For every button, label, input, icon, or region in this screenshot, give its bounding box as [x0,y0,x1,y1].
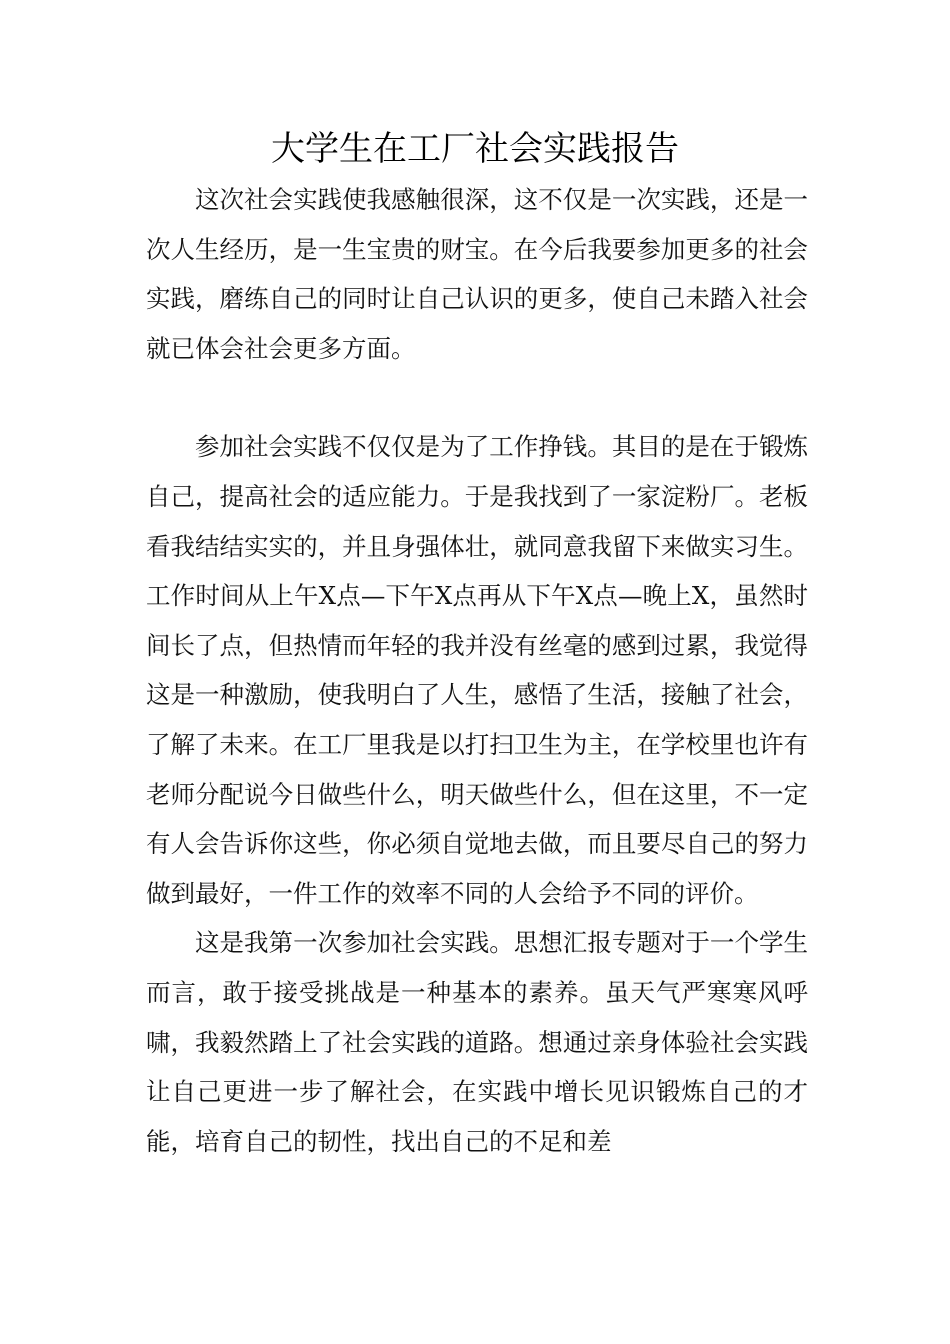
document-body [146,175,808,1166]
paragraph-1: 这次社会实践使我感触很深，这不仅是一次实践，还是一次人生经历，是一生宝贵的财宝。在今后我要参加更多的社会实践，磨练自己的同时让自己认识的更多，使自己未踏入社会就已体会社会更多方面。 [146,185,808,363]
document-title: 大学生在工厂社会实践报告 [271,129,679,169]
paragraph-2: 参加社会实践不仅仅是为了工作挣钱。其目的是在于锻炼自己，提高社会的适应能力。于是我找到了一家淀粉厂。老板看我结结实实的，并且身强体壮，就同意我留下来做实习生。工作时间从上午X点—下午X点再从下午X点—晚上X，虽然时间长了点，但热情而年轻的我并没有丝毫的感到过累，我觉得这是一种激励，使我明白了人生，感悟了生活，接触了社会，了解了未来。在工厂里我是以打扫卫生为主，在学校里也许有老师分配说今日做些什么，明天做些什么，但在这里，不一定有人会告诉你这些，你必须自觉地去做，而且要尽自己的努力做到最好，一件工作的效率不同的人会给予不同的评价。 [146,432,808,908]
paragraph-gap [146,373,808,422]
paragraph-3: 这是我第一次参加社会实践。思想汇报专题对于一个学生而言，敢于接受挑战是一种基本的素养。虽天气严寒寒风呼啸，我毅然踏上了社会实践的道路。想通过亲身体验社会实践让自己更进一步了解社会，在实践中增长见识锻炼自己的才能，培育自己的韧性，找出自己的不足和差 [146,928,808,1156]
